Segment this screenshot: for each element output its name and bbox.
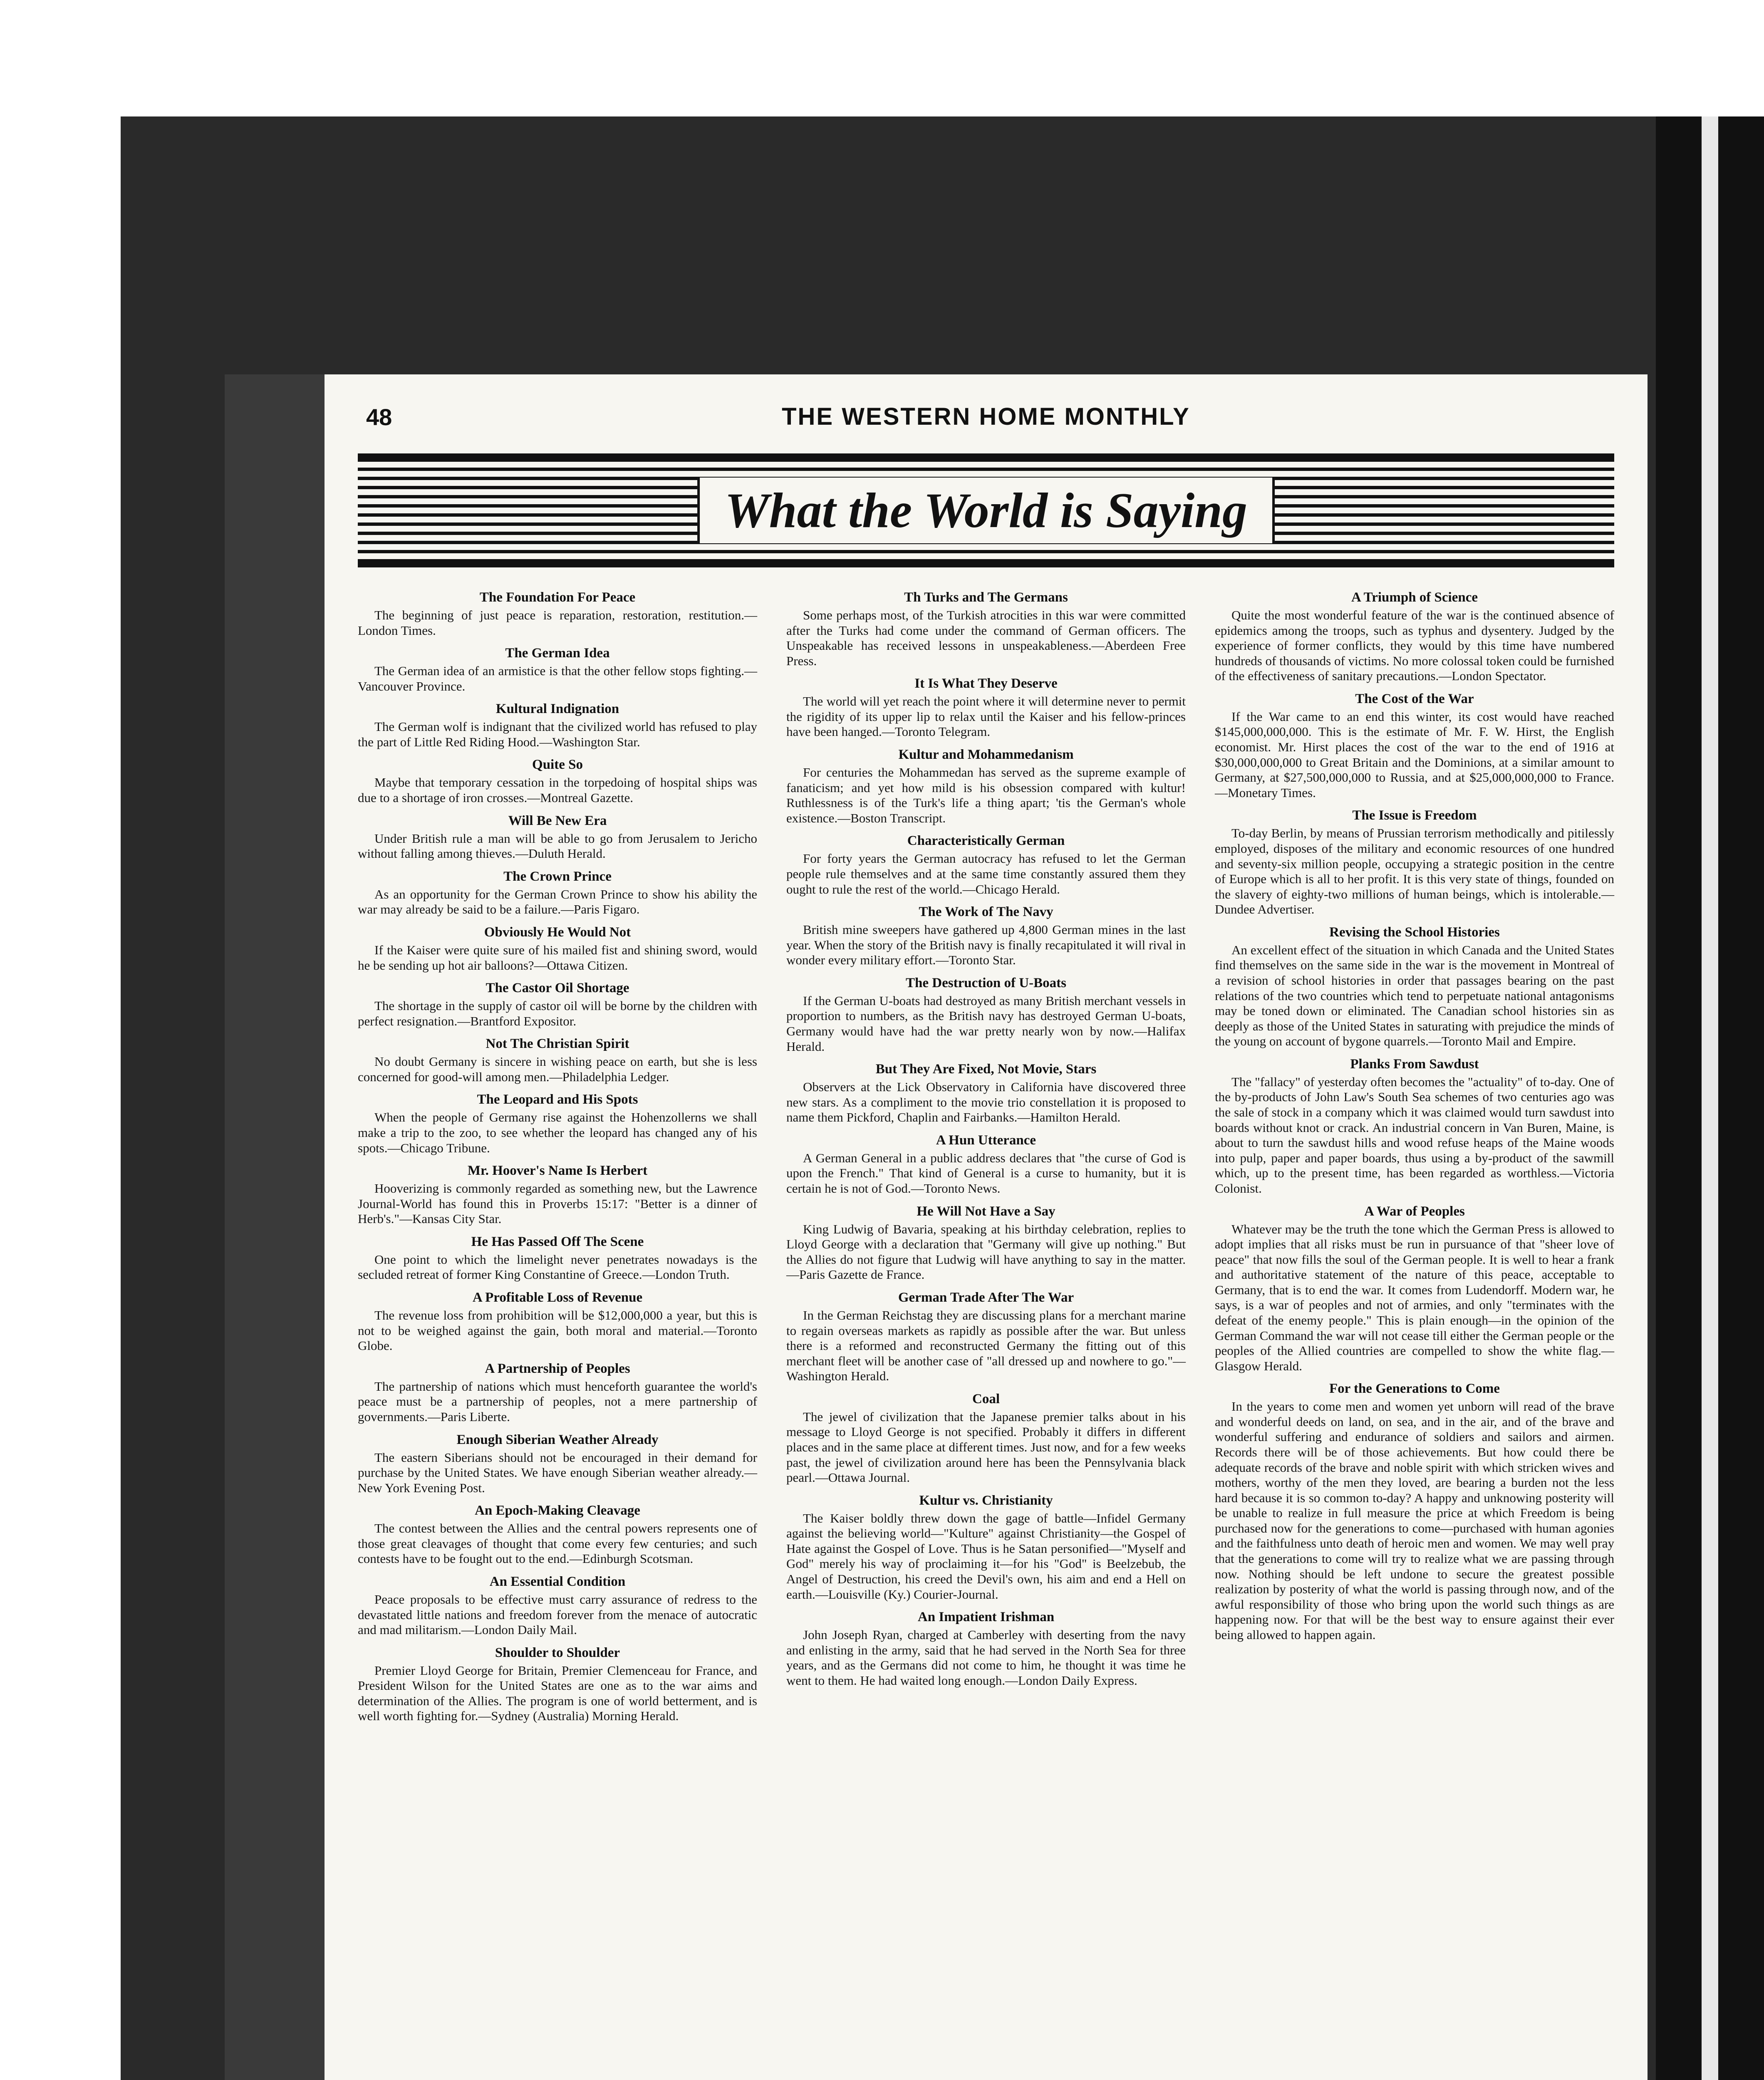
- article-headline: A War of Peoples: [1364, 1203, 1465, 1219]
- article-body: No doubt Germany is sincere in wishing peace on earth, but she is less concerned for good-will among men.—Philadelphia Ledger.: [358, 1054, 757, 1084]
- article-body: John Joseph Ryan, charged at Camberley with deserting from the navy and enlisting in the army, said that he had served in the North Sea for three years, and as the Germans did not come to him, he thought it was time he went to them. He had waited long enough.—London Daily Express.: [786, 1627, 1186, 1688]
- article-headline: He Has Passed Off The Scene: [471, 1234, 644, 1249]
- article-headline: Obviously He Would Not: [484, 924, 631, 940]
- article: [358, 1234, 757, 1283]
- article-body: One point to which the limelight never penetrates nowadays is the secluded retreat of former King Constantine of Greece.—London Truth.: [358, 1252, 757, 1282]
- article: [358, 1290, 757, 1354]
- article: [786, 1062, 1186, 1125]
- article: [786, 976, 1186, 1054]
- article: [1215, 691, 1614, 800]
- article-headline: Quite So: [532, 757, 583, 773]
- article: [786, 1204, 1186, 1283]
- article: [358, 813, 757, 862]
- article-body: If the War came to an end this winter, its cost would have reached $145,000,000,000. This is the estimate of Mr. F. W. Hirst, the English economist. Mr. Hirst places the cost of the war to the end of 1916 at $30,000,000,000 to Great Britain and the Dominions, at a similar amount to Germany, at $27,500,000,000 to Russia, and at $25,000,000,000 to France.—Monetary Times.: [1215, 709, 1614, 800]
- page-header: [358, 399, 1614, 437]
- article-body: If the German U-boats had destroyed as many British merchant vessels in proportion to numbers, as the British navy has destroyed German U-boats, Germany would have had the war pretty nearly won by now.—Halifax Herald.: [786, 993, 1186, 1054]
- article-headline: The Destruction of U-Boats: [906, 975, 1066, 990]
- section-banner: [358, 453, 1614, 567]
- article-body: The Kaiser boldly threw down the gage of battle—Infidel Germany against the believing world—"Kulture" against Christianity—the Gospel of Hate against the Gospel of Love. Thus is he Satan personified—"Myself and God" merely his way of proclaiming it—for his "God" is Beelzebub, the Angel of Destruction, his creed the Devil's own, his aim and end a Hell on earth.—Louisville (Ky.) Courier-Journal.: [786, 1510, 1186, 1602]
- article-body: The "fallacy" of yesterday often becomes the "actuality" of to-day. One of the by-products of John Law's South Sea schemes of two centuries ago was the sale of stock in a company which it was claimed would turn sawdust into boards without knot or crack. An industrial concern in Van Buren, Maine, is about to turn the sawdust hills and wood refuse heaps of the Maine woods into pulp, paper and paper boards, thus using a by-product of the sawmill which, up to the present time, has been regarded as worthless.—Victoria Colonist.: [1215, 1074, 1614, 1196]
- article-headline: Shoulder to Shoulder: [495, 1645, 620, 1660]
- article: [1215, 925, 1614, 1049]
- article: [358, 757, 757, 805]
- article-columns: [358, 584, 1614, 1731]
- article: [786, 1392, 1186, 1486]
- article-body: The revenue loss from prohibition will be $12,000,000 a year, but this is not to be weighed against the gain, both moral and material.—Toronto Globe.: [358, 1308, 757, 1353]
- binding-edge: [225, 374, 333, 2080]
- article: [1215, 808, 1614, 917]
- article-body: The eastern Siberians should not be encouraged in their demand for purchase by the United States. We have enough Siberian weather already.—New York Evening Post.: [358, 1450, 757, 1495]
- article-headline: A Hun Utterance: [936, 1132, 1036, 1148]
- article-body: Quite the most wonderful feature of the war is the continued absence of epidemics among the troops, such as typhus and dysentery. Judged by the experience of former conflicts, they would by this time have numbered hundreds of thousands of victims. No more colossal token could be furnished of the effectiveness of sanitary precautions.—London Spectator.: [1215, 608, 1614, 683]
- article-headline: Planks From Sawdust: [1350, 1056, 1479, 1072]
- magazine-page: [325, 374, 1648, 2080]
- article-headline: German Trade After The War: [898, 1290, 1074, 1305]
- article-headline: Enough Siberian Weather Already: [456, 1432, 659, 1447]
- article-body: For forty years the German autocracy has refused to let the German people rule themselves and at the same time constantly assured them they ought to rule the rest of the world.—Chicago Herald.: [786, 851, 1186, 896]
- article: [358, 1036, 757, 1085]
- article: [786, 1610, 1186, 1688]
- article-body: The contest between the Allies and the central powers represents one of those great cleavages of thought that come every few centuries; and such contests have to be fought out to the end.—Edinburgh Scotsman.: [358, 1521, 757, 1566]
- article-headline: Mr. Hoover's Name Is Herbert: [467, 1163, 648, 1179]
- article-body: The world will yet reach the point where it will determine never to permit the rigidity of its upper lip to relax until the Kaiser and his fellow-princes have been hanged.—Toronto Telegram.: [786, 694, 1186, 739]
- article-body: The German wolf is indignant that the civilized world has refused to play the part of Little Red Riding Hood.—Washington Star.: [358, 719, 757, 749]
- article-body: The shortage in the supply of castor oil will be borne by the children with perfect resignation.—Brantford Expositor.: [358, 998, 757, 1028]
- article-headline: The German Idea: [505, 646, 610, 661]
- article-headline: The Leopard and His Spots: [477, 1092, 638, 1107]
- article: [358, 981, 757, 1029]
- column-right: [1215, 584, 1614, 1731]
- article-headline: He Will Not Have a Say: [917, 1203, 1055, 1219]
- article-headline: Kultural Indignation: [496, 701, 619, 717]
- article-body: Hooverizing is commonly regarded as something new, but the Lawrence Journal-World has found this in Proverbs 15:17: "Better is a dinner of Herb's."—Kansas City Star.: [358, 1181, 757, 1226]
- article: [358, 925, 757, 973]
- article-headline: A Partnership of Peoples: [485, 1361, 630, 1376]
- article-body: To-day Berlin, by means of Prussian terrorism methodically and pitilessly employed, disposes of the military and economic resources of one hundred and seventy-six million people, occupying a strategic position in the centre of Europe which is all to her profit. It is this very state of things, founded on the slavery of eighty-two millions of human beings, which is intolerable.—Dundee Advertiser.: [1215, 826, 1614, 917]
- article-body: King Ludwig of Bavaria, speaking at his birthday celebration, replies to Lloyd George with a declaration that "Germany will give up nothing." But the Allies do not figure that Ludwig will have anything to say in the matter.—Paris Gazette de France.: [786, 1221, 1186, 1282]
- article-body: Premier Lloyd George for Britain, Premier Clemenceau for France, and President Wilson for the United States are one as to the war aims and determination of the Allies. The program is one of world betterment, and is well worth fighting for.—Sydney (Australia) Morning Herald.: [358, 1663, 757, 1723]
- article-headline: Will Be New Era: [508, 813, 607, 828]
- article-headline: Revising the School Histories: [1329, 924, 1500, 940]
- article-headline: A Triumph of Science: [1351, 590, 1478, 605]
- article-headline: Coal: [972, 1391, 1000, 1406]
- article-headline: An Epoch-Making Cleavage: [475, 1503, 640, 1518]
- article: [358, 1092, 757, 1156]
- article-body: In the German Reichstag they are discussing plans for a merchant marine to regain overseas markets as rapidly as possible after the war. But unless there is a reformed and reconstructed Germany the fitting out of this merchant fleet will be another case of "all dressed up and nowhere to go."—Washington Herald.: [786, 1307, 1186, 1384]
- article-headline: For the Generations to Come: [1329, 1381, 1500, 1397]
- article-headline: An Impatient Irishman: [917, 1610, 1055, 1625]
- article-body: In the years to come men and women yet unborn will read of the brave and wonderful deeds on land, on sea, and in the air, and of the brave and wonderful suffering and endurance of soldiers and sailors and airmen. Records there will be of those achievements. But how could there be adequate records of the brave and noble spirit with which stricken wives and mothers, worthy of the men they loved, are bearing a burden not the less hard because it is so common to-day? A happy and unknowing posterity will be unable to realize in full measure the price at which Freedom is being purchased now for the generations to come—purchased with human agonies and the faithfulness unto death of heroic men and women. We may well pray that the generations to come will try to realize what we are passing through now. Nothing should be left undone to secure the greatest possible realization by posterity of what the world is passing through now, and of the awful responsibility of those who bring upon the world such things as are happening now. For that will be the best way to ensure against their ever being allowed to happen again.: [1215, 1399, 1614, 1642]
- article-body: Under British rule a man will be able to go from Jerusalem to Jericho without falling among thieves.—Duluth Herald.: [358, 831, 757, 861]
- article-body: Peace proposals to be effective must carry assurance of redress to the devastated little nations and freedom forever from the menace of autocratic and mad militarism.—London Daily Mail.: [358, 1592, 757, 1637]
- article: [786, 590, 1186, 669]
- article-headline: The Castor Oil Shortage: [486, 981, 629, 996]
- column-left: [358, 584, 757, 1731]
- article-body: An excellent effect of the situation in which Canada and the United States find themselves on the same side in the war is the movement in Montreal of a revision of school histories in order that passages bearing on the past relations of the two countries which tend to perpetuate national antagonisms may be toned down or eliminated. The Canadian school histories sin as deeply as those of the United States in saturating with prejudice the minds of the young on account of bygone quarrels.—Toronto Mail and Empire.: [1215, 942, 1614, 1049]
- article: [1215, 1057, 1614, 1196]
- article-body: For centuries the Mohammedan has served as the supreme example of fanaticism; and yet how mild is his obsession compared with kultur! Ruthlessness is of the Turk's life a thing apart; 'tis the German's whole existence.—Boston Transcript.: [786, 765, 1186, 825]
- page-number: 48: [366, 404, 392, 430]
- article-headline: Kultur vs. Christianity: [919, 1493, 1053, 1508]
- article-body: British mine sweepers have gathered up 4,800 German mines in the last year. When the story of the British navy is finally recapitulated it will rival in wonder every military effort.—Toronto Star.: [786, 922, 1186, 968]
- article-headline: It Is What They Deserve: [914, 676, 1058, 691]
- article: [786, 833, 1186, 897]
- article: [358, 1574, 757, 1638]
- banner-title-box: [697, 478, 1275, 543]
- article: [786, 1493, 1186, 1602]
- article-body: If the Kaiser were quite sure of his mailed fist and shining sword, would he be sending up hot air balloons?—Ottawa Citizen.: [358, 942, 757, 973]
- article: [358, 869, 757, 917]
- article-body: Observers at the Lick Observatory in California have discovered three new stars. As a compliment to the movie trio constellation it is proposed to name them Pickford, Chaplin and Fairbanks.—Hamilton Herald.: [786, 1080, 1186, 1125]
- article-headline: The Foundation For Peace: [479, 590, 636, 605]
- article-headline: A Profitable Loss of Revenue: [472, 1290, 643, 1305]
- article-headline: Kultur and Mohammedanism: [898, 747, 1074, 763]
- article-body: A German General in a public address declares that "the curse of God is upon the French." That kind of General is a curse to humanity, but it is certain he is not of God.—Toronto News.: [786, 1150, 1186, 1196]
- article-body: The German idea of an armistice is that the other fellow stops fighting.—Vancouver Province.: [358, 664, 757, 693]
- article: [358, 1361, 757, 1425]
- article-body: The partnership of nations which must henceforth guarantee the world's peace must be a partnership of peoples, not a mere partnership of governments.—Paris Liberte.: [358, 1379, 757, 1424]
- article-headline: The Issue is Freedom: [1352, 808, 1477, 823]
- article-headline: An Essential Condition: [489, 1574, 626, 1589]
- article-headline: The Crown Prince: [503, 869, 612, 884]
- column-middle: [786, 584, 1186, 1731]
- article: [786, 1290, 1186, 1384]
- article-headline: The Work of The Navy: [919, 904, 1053, 920]
- article-headline: Not The Christian Spirit: [486, 1036, 629, 1052]
- next-page-edge: [1702, 116, 1718, 2080]
- article-headline: Characteristically German: [907, 833, 1065, 849]
- article-body: As an opportunity for the German Crown Prince to show his ability the war may already be said to be a failure.—Paris Figaro.: [358, 886, 757, 917]
- article: [786, 747, 1186, 826]
- magazine-title: THE WESTERN HOME MONTHLY: [782, 403, 1190, 430]
- article: [358, 590, 757, 638]
- article: [1215, 590, 1614, 684]
- article: [358, 701, 757, 750]
- article: [786, 676, 1186, 740]
- article-body: Maybe that temporary cessation in the torpedoing of hospital ships was due to a shortage of iron crosses.—Montreal Gazette.: [358, 775, 757, 805]
- article: [358, 1503, 757, 1567]
- article: [1215, 1381, 1614, 1642]
- article-headline: The Cost of the War: [1355, 691, 1474, 706]
- banner-title: What the World is Saying: [725, 483, 1247, 538]
- article-body: Some perhaps most, of the Turkish atrocities in this war were committed after the Turks had come under the command of German officers. The Unspeakable has received lessons in unspeakableness.—Aberdeen Free Press.: [786, 608, 1186, 668]
- article: [358, 646, 757, 694]
- article: [786, 904, 1186, 968]
- article: [358, 1163, 757, 1227]
- article-body: The jewel of civilization that the Japanese premier talks about in his message to Lloyd George is not specified. Probably it differs in different places and in the same place at different times. Just now, and for a few weeks past, the jewel of civilization around here has been the Pennsylvania black pearl.—Ottawa Journal.: [786, 1409, 1186, 1485]
- article: [786, 1133, 1186, 1196]
- article-body: When the people of Germany rise against the Hohenzollerns we shall make a trip to the zoo, to see whether the leopard has changed any of his spots.—Chicago Tribune.: [358, 1110, 757, 1155]
- article-body: The beginning of just peace is reparation, restoration, restitution.—London Times.: [358, 608, 757, 638]
- article-headline: But They Are Fixed, Not Movie, Stars: [875, 1062, 1097, 1077]
- article: [358, 1645, 757, 1724]
- article-body: Whatever may be the truth the tone which the German Press is allowed to adopt implies that all risks must be run in pursuance of that "sheer love of peace" that now fills the soul of the German people. It is well to hear a frank and authoritative statement of the nature of this peace, acceptable to Germany, that is to end the war. It comes from Ludendorff. Modern war, he says, is a war of peoples and not of armies, and only "terminates with the defeat of the enemy people." This is plain enough—in the opinion of the German Command the war will not cease till either the German people or the peoples of the Allied countries are compelled to show the white flag.—Glasgow Herald.: [1215, 1221, 1614, 1373]
- article: [1215, 1204, 1614, 1374]
- article-headline: Th Turks and The Germans: [904, 590, 1068, 605]
- article: [358, 1432, 757, 1496]
